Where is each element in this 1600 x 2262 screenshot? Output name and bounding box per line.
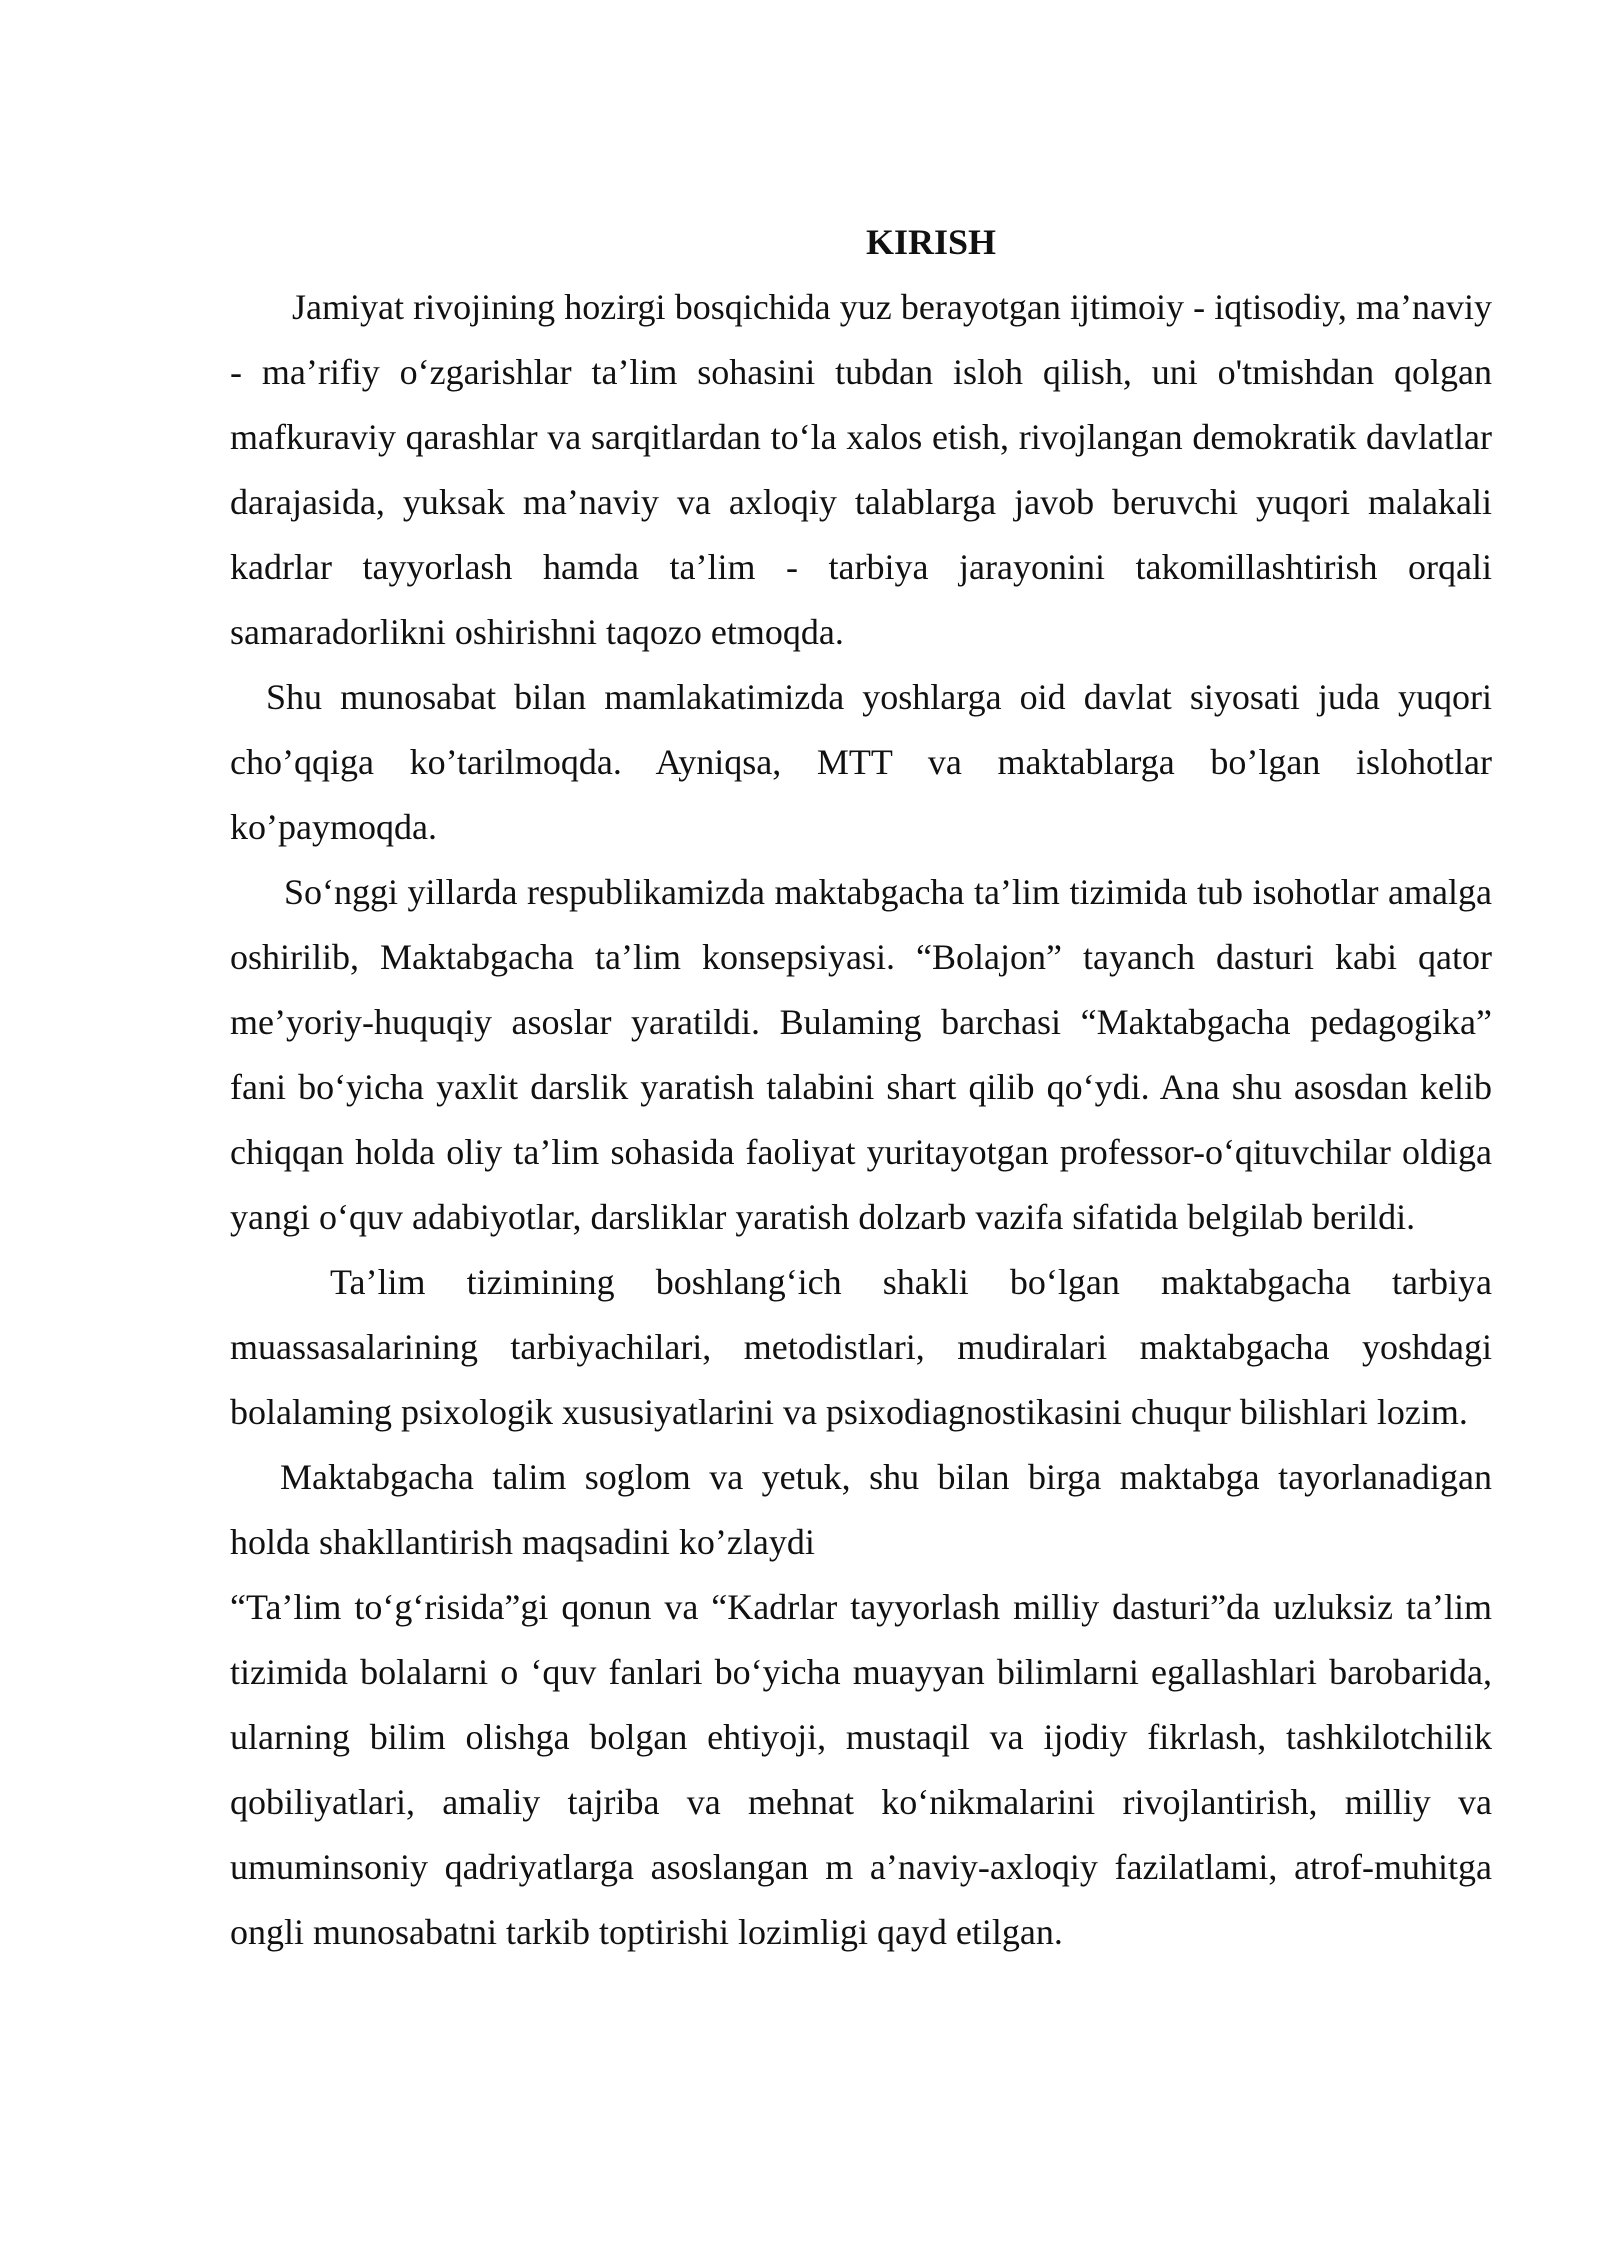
paragraph-3: So‘nggi yillarda respublikamizda maktabgacha ta’lim tizimida tub isohotlar amalga oshirilib, Maktabgacha ta’lim konsepsiyasi. “Bolajon” tayanch dasturi kabi qator me’yoriy-huquqiy asoslar yaratildi. Bulaming barchasi “Maktabgacha pedagogika” fani bo‘yicha yaxlit darslik yaratish talabini shart qilib qo‘ydi. Ana shu asosdan kelib chiqqan holda oliy ta’lim sohasida faoliyat yuritayotgan professor-o‘qituvchilar oldiga yangi o‘quv adabiyotlar, darsliklar yaratish dolzarb vazifa sifatida belgilab berildi. (230, 872, 1492, 1237)
document-body (230, 210, 1492, 1965)
paragraph-2: Shu munosabat bilan mamlakatimizda yoshlarga oid davlat siyosati juda yuqori cho’qqiga ko’tarilmoqda. Ayniqsa, MTT va maktablarga bo’lgan islohotlar ko’paymoqda. (230, 677, 1492, 847)
paragraph-5: Maktabgacha talim soglom va yetuk, shu bilan birga maktabga tayorlanadigan holda shakllantirish maqsadini ko’zlaydi (230, 1457, 1492, 1562)
page-title: KIRISH (865, 222, 997, 262)
paragraph-1: Jamiyat rivojining hozirgi bosqichida yuz berayotgan ijtimoiy - iqtisodiy, ma’naviy - ma’rifiy o‘zgarishlar ta’lim sohasini tubdan isloh qilish, uni o'tmishdan qolgan mafkuraviy qarashlar va sarqitlardan to‘la xalos etish, rivojlangan demokratik davlatlar darajasida, yuksak ma’naviy va axloqiy talablarga javob beruvchi yuqori malakali kadrlar tayyorlash hamda ta’lim - tarbiya jarayonini takomillashtirish orqali samaradorlikni oshirishni taqozo etmoqda. (230, 287, 1492, 652)
paragraph-6: “Ta’lim to‘g‘risida”gi qonun va “Kadrlar tayyorlash milliy dasturi”da uzluksiz ta’lim tizimida bolalarni o ‘quv fanlari bo‘yicha muayyan bilimlarni egallashlari barobarida, ularning bilim olishga bolgan ehtiyoji, mustaqil va ijodiy fikrlash, tashkilotchilik qobiliyatlari, amaliy tajriba va mehnat ko‘nikmalarini rivojlantirish, milliy va umuminsoniy qadriyatlarga asoslangan m a’naviy-axloqiy fazilatlami, atrof-muhitga ongli munosabatni tarkib toptirishi lozimligi qayd etilgan. (230, 1587, 1492, 1952)
paragraph-4: Ta’lim tizimining boshlang‘ich shakli bo‘lgan maktabgacha tarbiya muassasalarining tarbiyachilari, metodistlari, mudiralari maktabgacha yoshdagi bolalaming psixologik xususiyatlarini va psixodiagnostikasini chuqur bilishlari lozim. (230, 1262, 1492, 1432)
